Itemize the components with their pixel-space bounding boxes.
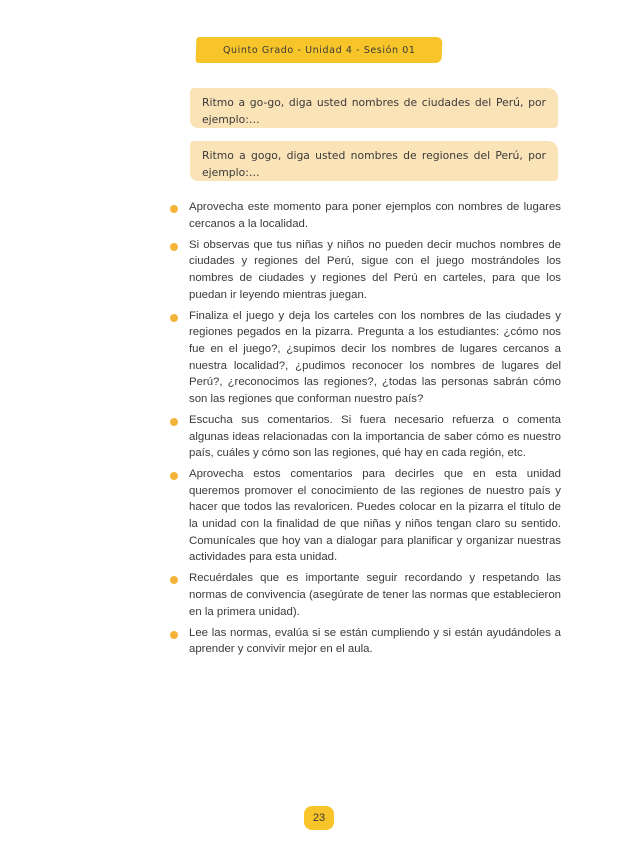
list-item — [168, 570, 561, 620]
bullet-dot-icon — [170, 243, 178, 251]
list-item — [168, 412, 561, 462]
list-item-text: Lee las normas, evalúa si se están cumpliendo y si están ayudándoles a aprender y convivir mejor en el aula. — [189, 626, 561, 656]
bullet-dot-icon — [170, 631, 178, 639]
bullet-dot-icon — [170, 314, 178, 322]
instruction-list — [168, 199, 561, 663]
header-title: Quinto Grado - Unidad 4 - Sesión 01 — [222, 44, 416, 56]
page-number: 23 — [304, 806, 334, 830]
list-item — [168, 625, 561, 658]
bullet-dot-icon — [170, 205, 178, 213]
bullet-dot-icon — [170, 576, 178, 584]
list-item-text: Aprovecha este momento para poner ejemplos con nombres de lugares cercanos a la localidad. — [189, 201, 561, 230]
script-box-regions: Ritmo a gogo, diga usted nombres de regiones del Perú, por ejemplo:… — [190, 141, 558, 181]
list-item — [168, 466, 561, 566]
list-item-text: Recuérdales que es importante seguir recordando y respetando las normas de convivencia (asegúrate de tener las normas que establecieron en la primera unidad). — [189, 572, 561, 618]
bullet-dot-icon — [170, 418, 178, 426]
list-item-text: Escucha sus comentarios. Si fuera necesario refuerza o comenta algunas ideas relacionadas con la importancia de saber cómo es nuestro país, cuáles y cómo son las regiones, qué hay en cada región, etc. — [189, 413, 561, 460]
bullet-dot-icon — [170, 472, 178, 480]
list-item — [168, 237, 561, 303]
header-banner — [196, 37, 443, 63]
list-item-text: Si observas que tus niñas y niños no pueden decir muchos nombres de ciudades y regiones del Perú, sigue con el juego mostrándoles los nombres de ciudades y regiones del Perú en carteles, para que los puedan ir leyendo mientras juegan. — [189, 238, 561, 301]
list-item-text: Finaliza el juego y deja los carteles con los nombres de las ciudades y regiones pegados en la pizarra. Pregunta a los estudiantes: ¿cómo nos fue en el juego?, ¿supimos decir los nombres de lugares cercanos a nuestra localidad?, ¿pudimos reconocer los nombres de lugares del Perú?, ¿reconocimos las regiones?, ¿todas las personas sabrán cómo son las regiones que conforman nuestro país? — [189, 309, 561, 405]
list-item — [168, 308, 561, 408]
list-item-text: Aprovecha estos comentarios para decirles que en esta unidad queremos promover el conocimiento de las regiones de nuestro país y hacer que todos las revaloricen. Puedes colocar en la pizarra el título de la unidad con la finalidad de que niñas y niños tengan claro su sentido. Comunícales que hoy van a dialogar para planificar y organizar nuestras actividades para esta unidad. — [189, 468, 561, 564]
list-item — [168, 199, 561, 232]
script-box-cities: Ritmo a go-go, diga usted nombres de ciudades del Perú, por ejemplo:… — [190, 88, 558, 128]
